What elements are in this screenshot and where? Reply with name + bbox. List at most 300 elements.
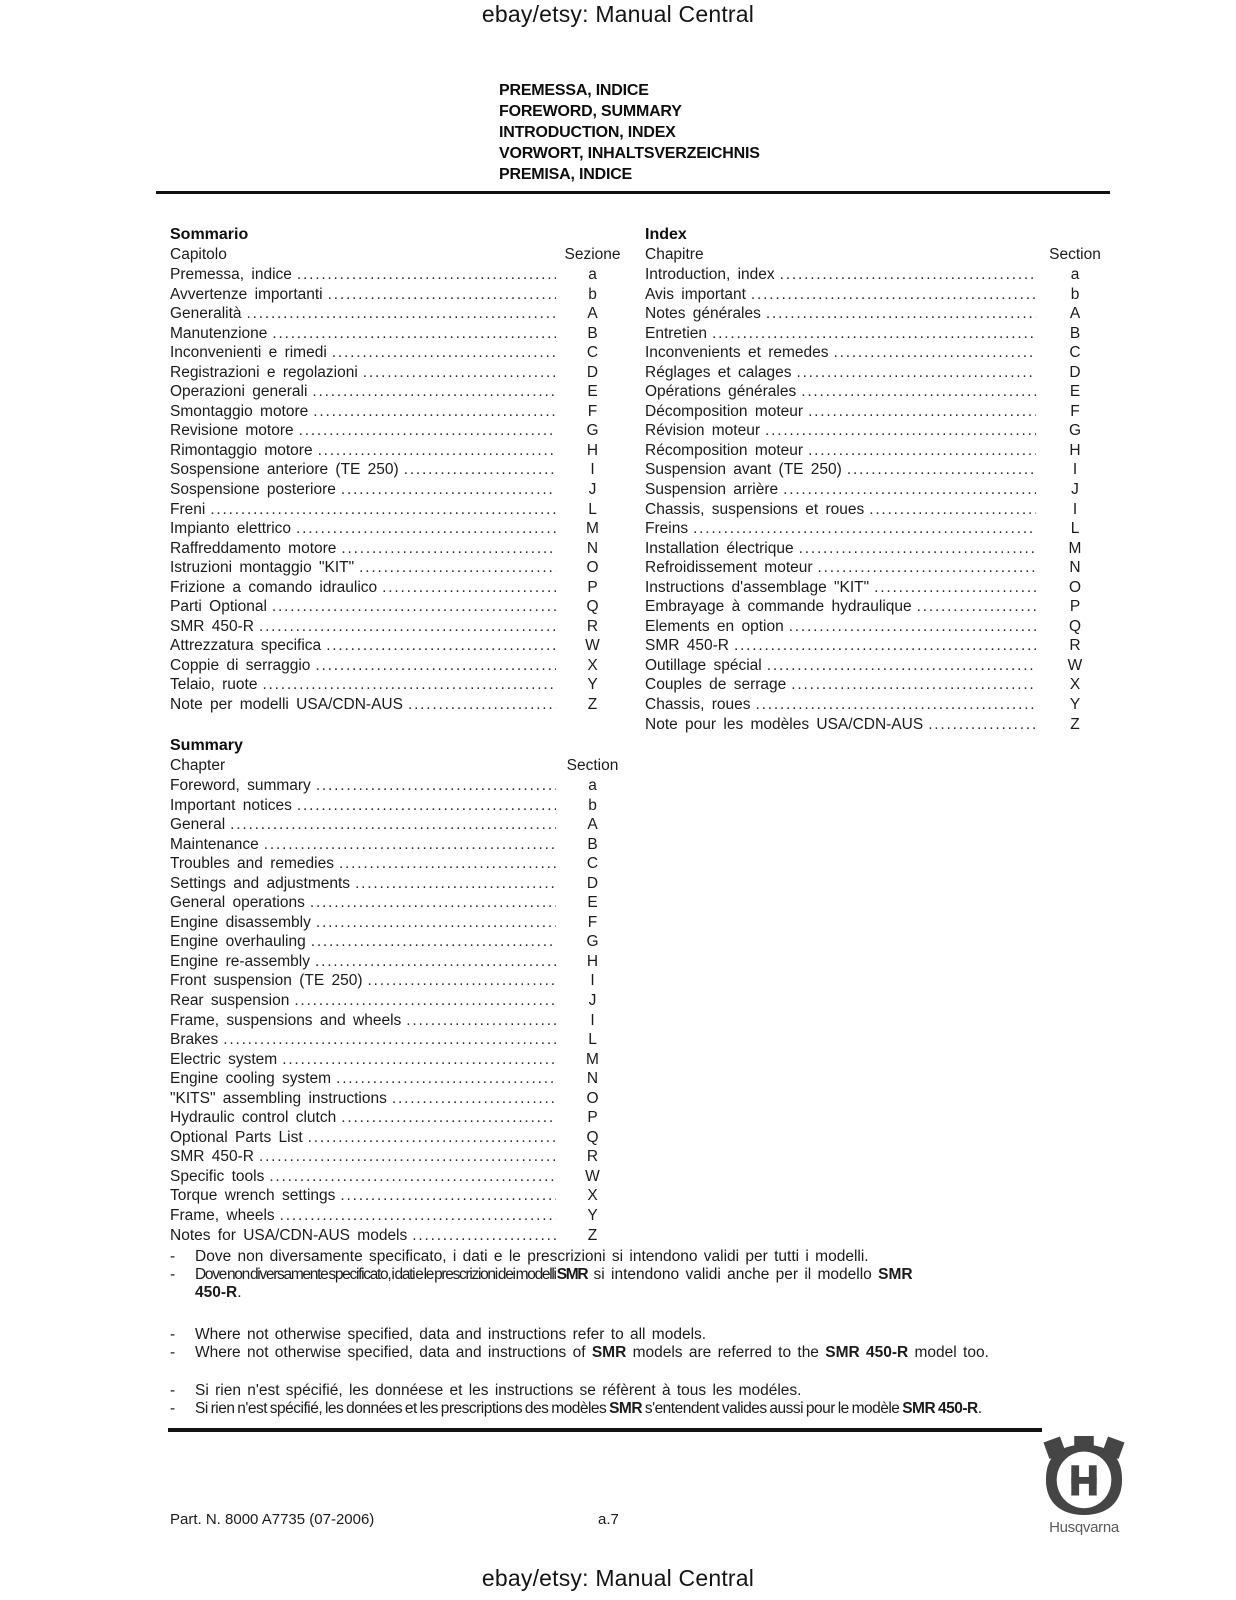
toc-entry <box>170 519 625 539</box>
dot-leader <box>310 893 556 913</box>
toc-entry <box>170 874 625 894</box>
column-header-section: Section <box>566 757 619 774</box>
toc-entry <box>170 776 625 796</box>
toc-entry-section: E <box>587 894 598 912</box>
toc-entry-label: Engine re-assembly <box>170 952 310 970</box>
toc-entry <box>170 1089 625 1109</box>
toc-entry-section: Y <box>587 676 598 694</box>
toc-entry-label: Revisione motore <box>170 422 294 440</box>
toc-entry-section: G <box>586 933 599 951</box>
husqvarna-wordmark: Husqvarna <box>1049 1519 1119 1536</box>
toc-entry <box>170 835 625 855</box>
toc-entry-section: O <box>586 559 599 577</box>
dot-leader <box>316 776 556 796</box>
toc-entry-section: B <box>1069 324 1081 342</box>
toc-entry-label: Sospensione posteriore <box>170 481 336 499</box>
dot-leader <box>791 675 1036 695</box>
note-dash: - <box>170 1326 176 1343</box>
toc-entry-label: Attrezzatura specifica <box>170 637 322 655</box>
toc-entry-section: C <box>586 855 599 873</box>
toc-entry-section: A <box>1069 305 1081 323</box>
toc-entry-section: Q <box>586 1128 599 1146</box>
toc-entry-section: F <box>1070 402 1080 420</box>
dot-leader <box>796 363 1036 383</box>
toc-entry <box>645 421 1110 441</box>
toc-entry-section: N <box>586 539 599 557</box>
toc-entry-section: b <box>1070 285 1080 303</box>
toc-entry <box>170 991 625 1011</box>
toc-entry-label: Instructions d'assemblage "KIT" <box>645 578 870 596</box>
dot-leader <box>818 558 1036 578</box>
dot-leader <box>808 441 1036 461</box>
toc-entry <box>170 1069 625 1089</box>
toc-entry-section: D <box>586 874 599 892</box>
toc-entry-label: Optional Parts List <box>170 1128 303 1146</box>
dot-leader <box>808 402 1036 422</box>
toc-entry-label: Registrazioni e regolazioni <box>170 363 358 381</box>
husqvarna-crest-icon <box>1040 1436 1128 1516</box>
toc-entry-list <box>170 265 625 715</box>
toc-entry <box>170 558 625 578</box>
note-dash <box>170 1284 195 1302</box>
toc-entry <box>170 1108 625 1128</box>
toc-entry-label: Couples de serrage <box>645 676 787 694</box>
toc-entry-section: H <box>586 952 599 970</box>
dot-leader <box>262 675 556 695</box>
column-header-section: Section <box>1049 246 1101 263</box>
dot-leader <box>315 656 556 676</box>
toc-entry-section: J <box>588 481 597 499</box>
toc-entry-section: D <box>586 363 599 381</box>
toc-entry-section: C <box>586 344 599 362</box>
note-line: - Si rien n'est spécifié, les donnéese et les instructions se réfèrent à tous les modéles. <box>170 1382 802 1399</box>
dot-leader <box>359 558 556 578</box>
toc-entry-label: Inconvenienti e rimedi <box>170 344 327 362</box>
toc-entry <box>645 578 1110 598</box>
dot-leader <box>318 441 556 461</box>
toc-entry-label: Elements en option <box>645 617 784 635</box>
toc-entry-section: E <box>587 383 598 401</box>
toc-entry <box>170 815 625 835</box>
toc-title-summary: Summary <box>170 737 243 754</box>
toc-entry-section: X <box>587 656 598 674</box>
toc-entry <box>170 421 625 441</box>
dot-leader <box>308 1128 556 1148</box>
note-group-it <box>170 1248 1115 1302</box>
toc-entry-section: b <box>588 285 597 303</box>
dot-leader <box>341 1108 556 1128</box>
toc-entry-label: Note per modelli USA/CDN-AUS <box>170 696 403 714</box>
page-code: a.7 <box>598 1511 619 1528</box>
toc-entry-label: Settings and adjustments <box>170 874 351 892</box>
dot-leader <box>326 636 556 656</box>
toc-column-header <box>645 245 1110 265</box>
toc-entry-section: W <box>585 637 600 655</box>
toc-entry-label: Telaio, ruote <box>170 676 258 694</box>
toc-entry <box>645 500 1110 520</box>
toc-entry-section: P <box>1069 598 1081 616</box>
dot-leader <box>272 324 556 344</box>
dot-leader <box>339 854 556 874</box>
toc-entry-section: M <box>1068 539 1082 557</box>
note-dash: - <box>170 1266 176 1283</box>
dot-leader <box>313 402 556 422</box>
toc-entry-label: Freins <box>645 520 689 538</box>
column-header-chapter: Chapter <box>170 757 226 774</box>
note-dash: - <box>170 1248 176 1265</box>
toc-entry <box>170 343 625 363</box>
toc-entry-section: a <box>588 777 597 794</box>
toc-entry <box>170 1147 625 1167</box>
toc-entry-section: E <box>1069 383 1081 401</box>
toc-entry-section: H <box>1069 441 1081 459</box>
toc-entry-section: Z <box>587 1226 598 1244</box>
toc-entry <box>645 715 1110 735</box>
toc-entry <box>170 1167 625 1187</box>
dot-leader <box>259 617 556 637</box>
toc-entry <box>645 363 1110 383</box>
dot-leader <box>404 460 556 480</box>
toc-entry-label: Raffreddamento motore <box>170 539 337 557</box>
toc-entry-label: Maintenance <box>170 835 259 853</box>
toc-entry-label: Avis important <box>645 285 746 303</box>
heading-line: PREMISA, INDICE <box>499 166 633 183</box>
toc-entry <box>170 539 625 559</box>
toc-entry <box>170 695 625 715</box>
toc-entry <box>645 617 1110 637</box>
column-header-section: Sezione <box>564 246 621 263</box>
toc-entry-label: Rear suspension <box>170 992 290 1010</box>
toc-entry-label: Brakes <box>170 1031 219 1049</box>
toc-entry <box>645 382 1110 402</box>
toc-entry <box>645 695 1110 715</box>
toc-entry-label: Operazioni generali <box>170 383 308 401</box>
dot-leader <box>767 656 1036 676</box>
toc-column-header <box>170 245 625 265</box>
toc-entry <box>170 382 625 402</box>
watermark-bottom: ebay/etsy: Manual Central <box>481 1565 755 1591</box>
toc-entry-label: SMR 450-R <box>645 637 729 655</box>
toc-entry <box>170 460 625 480</box>
toc-entry-section: M <box>586 1050 599 1068</box>
toc-entry <box>170 578 625 598</box>
toc-entry <box>170 597 625 617</box>
toc-entry-section: A <box>587 305 598 323</box>
toc-entry <box>645 265 1110 285</box>
dot-leader <box>280 1206 556 1226</box>
dot-leader <box>272 597 556 617</box>
dot-leader <box>247 304 556 324</box>
toc-entry-section: R <box>586 617 599 635</box>
dot-leader <box>408 695 556 715</box>
toc-entry <box>170 656 625 676</box>
toc-entry <box>170 1128 625 1148</box>
toc-entry-label: Troubles and remedies <box>170 855 334 873</box>
toc-entry-label: Electric system <box>170 1050 278 1068</box>
toc-entry-section: I <box>590 461 595 479</box>
dot-leader <box>382 578 556 598</box>
toc-entry-label: Important notices <box>170 796 292 814</box>
dot-leader <box>801 382 1036 402</box>
dot-leader <box>756 695 1036 715</box>
toc-entry <box>170 617 625 637</box>
dot-leader <box>693 519 1036 539</box>
dot-leader <box>316 913 556 933</box>
toc-entry-label: Foreword, summary <box>170 777 311 794</box>
toc-entry-label: Frizione a comando idraulico <box>170 578 378 596</box>
dot-leader <box>368 971 556 991</box>
dot-leader <box>296 519 556 539</box>
toc-entry <box>170 402 625 422</box>
toc-entry <box>645 519 1110 539</box>
toc-entry <box>170 913 625 933</box>
toc-entry-section: X <box>587 1187 598 1205</box>
toc-entry-label: Impianto elettrico <box>170 520 292 538</box>
toc-entry <box>645 304 1110 324</box>
toc-entry-label: Installation électrique <box>645 539 794 557</box>
dot-leader <box>874 578 1036 598</box>
toc-entry-label: SMR 450-R <box>170 617 254 635</box>
toc-entry-section: W <box>1067 656 1083 674</box>
toc-entry-section: a <box>1070 266 1080 283</box>
toc-entry-label: Coppie di serraggio <box>170 656 311 674</box>
toc-title-sommario: Sommario <box>170 226 249 243</box>
toc-entry-label: Engine disassembly <box>170 913 311 931</box>
toc-entry-label: Frame, suspensions and wheels <box>170 1011 402 1029</box>
toc-entry-section: Q <box>1068 617 1082 635</box>
toc-entry <box>170 971 625 991</box>
dot-leader <box>766 304 1036 324</box>
dot-leader <box>392 1089 556 1109</box>
toc-entry <box>645 460 1110 480</box>
toc-entry <box>170 480 625 500</box>
dot-leader <box>341 539 556 559</box>
toc-entry-label: Avvertenze importanti <box>170 285 323 303</box>
toc-entry-section: B <box>587 835 598 853</box>
toc-entry <box>170 854 625 874</box>
toc-entry-label: Suspension avant (TE 250) <box>645 461 842 479</box>
toc-entry-label: Manutenzione <box>170 324 268 342</box>
toc-entry <box>170 893 625 913</box>
dot-leader <box>264 835 556 855</box>
note-line: 450-R. <box>170 1284 1115 1302</box>
toc-entry-label: Istruzioni montaggio "KIT" <box>170 559 355 577</box>
toc-entry <box>170 1011 625 1031</box>
toc-entry-section: F <box>587 913 598 931</box>
toc-entry-label: Chassis, suspensions et roues <box>645 500 865 518</box>
dot-leader <box>355 874 556 894</box>
toc-entry-section: C <box>1069 344 1081 362</box>
toc-entry-section: I <box>590 972 595 990</box>
toc-entry-label: Specific tools <box>170 1167 265 1185</box>
toc-entry <box>170 1050 625 1070</box>
toc-entry-label: Engine cooling system <box>170 1070 332 1088</box>
toc-entry-label: General <box>170 816 226 834</box>
toc-entry <box>170 324 625 344</box>
toc-entry-label: Entretien <box>645 324 708 342</box>
toc-entry-section: I <box>1072 500 1078 518</box>
dot-leader <box>269 1167 556 1187</box>
toc-entry <box>645 441 1110 461</box>
toc-entry <box>170 952 625 972</box>
note-line: - Dove non diversamente specificato, i dati e le prescrizioni si intendono validi per tutti i modelli. <box>170 1248 869 1265</box>
dot-leader <box>223 1030 556 1050</box>
note-line: - Where not otherwise specified, data and instructions of SMR models are referred to the SMR 450-R model too. <box>170 1344 989 1361</box>
note-line: - Si rien n'est spécifié, les données et les prescriptions des modèles SMR s'entendent valides aussi pour le modèle SMR 450-R. <box>170 1400 982 1417</box>
toc-entry-label: Décomposition moteur <box>645 402 804 420</box>
toc-entry-label: Rimontaggio motore <box>170 441 313 459</box>
toc-summary-en <box>170 735 625 1245</box>
toc-entry <box>170 304 625 324</box>
toc-entry-label: Introduction, index <box>645 266 775 283</box>
toc-entry <box>170 441 625 461</box>
toc-entry-label: Sospensione anteriore (TE 250) <box>170 461 399 479</box>
column-header-chapter: Chapitre <box>645 246 704 263</box>
dot-leader <box>734 636 1036 656</box>
toc-entry-label: General operations <box>170 894 305 912</box>
toc-entry <box>170 675 625 695</box>
toc-entry <box>170 796 625 816</box>
toc-entry <box>645 656 1110 676</box>
toc-entry-section: O <box>1068 578 1082 596</box>
toc-entry-section: M <box>586 520 599 538</box>
dot-leader <box>363 363 556 383</box>
toc-entry <box>170 932 625 952</box>
dot-leader <box>928 715 1036 735</box>
dot-leader <box>294 991 556 1011</box>
dot-leader <box>799 539 1036 559</box>
toc-entry <box>170 636 625 656</box>
dot-leader <box>341 480 556 500</box>
toc-entry-section: Z <box>587 696 598 714</box>
note-dash: - <box>170 1382 176 1399</box>
toc-entry <box>645 558 1110 578</box>
toc-entry-section: a <box>588 266 597 283</box>
dot-leader <box>917 597 1036 617</box>
dot-leader <box>282 1050 556 1070</box>
note-group-en <box>170 1326 1115 1362</box>
notes-block <box>170 1248 1115 1438</box>
toc-entry-section: I <box>590 1011 595 1029</box>
toc-entry-section: L <box>1070 520 1080 538</box>
toc-entry-label: Suspension arrière <box>645 481 779 499</box>
toc-entry-section: G <box>1068 422 1082 440</box>
heading-line: PREMESSA, INDICE <box>499 82 649 99</box>
dot-leader <box>406 1011 556 1031</box>
toc-entry <box>645 285 1110 305</box>
toc-entry-label: Récomposition moteur <box>645 441 804 459</box>
toc-entry <box>170 1186 625 1206</box>
dot-leader <box>259 1147 556 1167</box>
note-line: - Dove non diversamente specificato, i dati e le prescrizioni dei modelli SMR si intendono validi anche per il modello SMR <box>170 1266 913 1283</box>
dot-leader <box>412 1226 556 1246</box>
dot-leader <box>340 1186 556 1206</box>
dot-leader <box>869 500 1036 520</box>
toc-entry-label: Refroidissement moteur <box>645 559 813 577</box>
toc-entry <box>170 1206 625 1226</box>
toc-entry-section: L <box>588 500 597 518</box>
toc-column-header <box>170 756 625 776</box>
toc-entry-list <box>645 265 1110 734</box>
toc-entry-label: Front suspension (TE 250) <box>170 972 363 990</box>
toc-entry <box>645 597 1110 617</box>
toc-entry-section: P <box>587 1109 598 1127</box>
toc-entry-label: Parti Optional <box>170 598 267 616</box>
note-dash: - <box>170 1344 176 1361</box>
toc-entry-section: A <box>587 816 598 834</box>
toc-entry-section: P <box>587 578 598 596</box>
note-group-fr <box>170 1382 1115 1418</box>
toc-entry-label: Chassis, roues <box>645 696 751 714</box>
part-number: Part. N. 8000 A7735 (07-2006) <box>170 1511 375 1528</box>
column-header-chapter: Capitolo <box>170 246 227 263</box>
toc-entry <box>170 1226 625 1246</box>
toc-entry-section: b <box>588 796 597 814</box>
toc-entry-section: Y <box>587 1207 598 1225</box>
toc-entry-label: Notes générales <box>645 305 761 323</box>
dot-leader <box>789 617 1036 637</box>
toc-entry <box>645 343 1110 363</box>
note-dash: - <box>170 1400 176 1417</box>
toc-entry-label: Inconvenients et remedes <box>645 344 829 362</box>
toc-entry-section: Q <box>586 598 599 616</box>
dot-leader <box>847 460 1036 480</box>
toc-entry-section: F <box>587 402 598 420</box>
dot-leader <box>834 343 1037 363</box>
toc-entry-section: Y <box>1069 696 1081 714</box>
dot-leader <box>336 1069 556 1089</box>
toc-entry-label: Outillage spécial <box>645 656 762 674</box>
toc-entry-label: Note pour les modèles USA/CDN-AUS <box>645 715 924 733</box>
toc-entry-label: Freni <box>170 500 206 518</box>
toc-entry-label: Hydraulic control clutch <box>170 1109 337 1127</box>
toc-entry-label: Notes for USA/CDN-AUS models <box>170 1226 408 1244</box>
bottom-divider <box>168 1428 1042 1432</box>
toc-entry <box>170 1030 625 1050</box>
toc-entry-label: Smontaggio motore <box>170 402 309 420</box>
toc-entry <box>645 480 1110 500</box>
dot-leader <box>312 382 556 402</box>
toc-entry-label: Engine overhauling <box>170 933 306 951</box>
heading-line: VORWORT, INHALTSVERZEICHNIS <box>499 145 760 162</box>
dot-leader <box>299 421 556 441</box>
husqvarna-logo <box>1038 1436 1130 1537</box>
toc-entry-label: Révision moteur <box>645 422 760 440</box>
toc-entry-label: Réglages et calages <box>645 363 792 381</box>
dot-leader <box>780 265 1036 285</box>
dot-leader <box>315 952 556 972</box>
toc-entry-section: O <box>586 1089 599 1107</box>
dot-leader <box>783 480 1036 500</box>
toc-entry-section: R <box>586 1148 599 1166</box>
toc-entry <box>170 363 625 383</box>
toc-entry-label: Opérations générales <box>645 383 797 401</box>
toc-entry-label: Torque wrench settings <box>170 1187 336 1205</box>
toc-entry-section: N <box>1069 559 1081 577</box>
dot-leader <box>328 285 556 305</box>
toc-entry <box>645 636 1110 656</box>
toc-entry-section: W <box>585 1167 600 1185</box>
toc-entry <box>170 285 625 305</box>
note-line: - Where not otherwise specified, data and instructions refer to all models. <box>170 1326 707 1343</box>
toc-entry-label: Frame, wheels <box>170 1207 275 1225</box>
dot-leader <box>311 932 556 952</box>
toc-entry-section: H <box>586 441 599 459</box>
toc-entry-section: B <box>587 324 598 342</box>
toc-index-fr <box>645 224 1110 734</box>
toc-entry <box>645 324 1110 344</box>
heading-line: FOREWORD, SUMMARY <box>499 103 682 120</box>
